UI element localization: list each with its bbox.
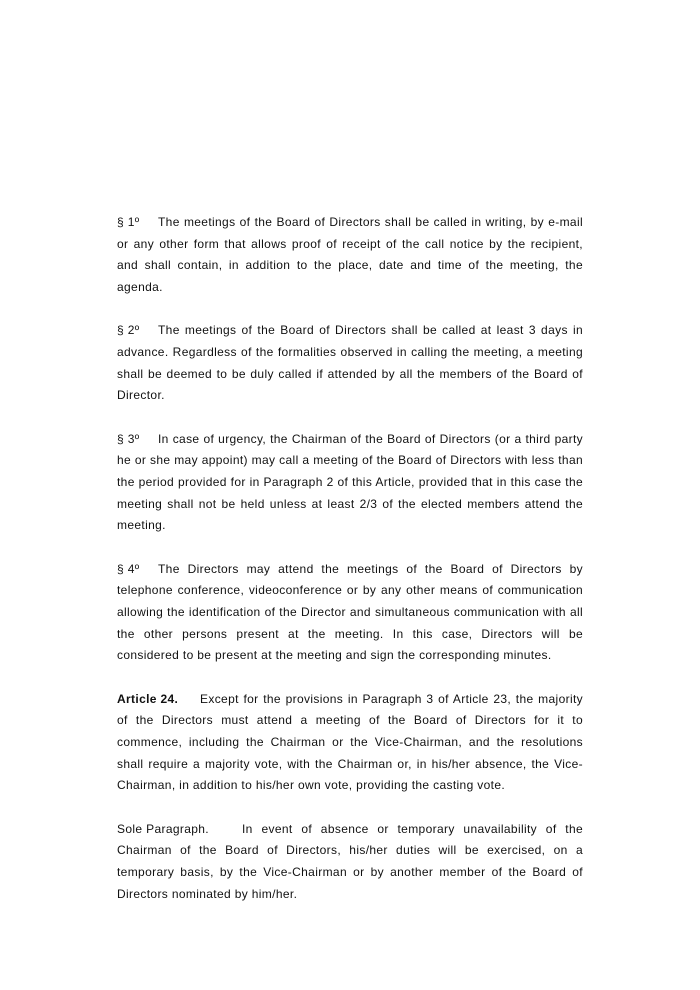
paragraph-1-text: The meetings of the Board of Directors shall be called in writing, by e-mail or any other form that allows proof of receipt of the call notice by the recipient, and shall contain, in addition to the place, date and time of the meeting, the agenda. xyxy=(117,215,583,295)
article-24-text: Except for the provisions in Paragraph 3 of Article 23, the majority of the Directors must attend a meeting of the Board of Directors for it to commence, including the Chairman or the Vice-Chairman, and the resolutions shall require a majority vote, with the Chairman or, in his/her absence, the Vice-Chairman, in addition to his/her own vote, providing the casting vote. xyxy=(117,691,583,793)
paragraph-4 xyxy=(117,559,583,668)
paragraph-2 xyxy=(117,320,583,407)
article-24 xyxy=(117,689,583,798)
sole-paragraph-text: In event of absence or temporary unavailability of the Chairman of the Board of Directors, his/her duties will be exercised, on a temporary basis, by the Vice-Chairman or by another member of the Board of Directors nominated by him/her. xyxy=(117,821,583,901)
paragraph-3-marker: § 3º xyxy=(117,431,140,446)
paragraph-4-text: The Directors may attend the meetings of the Board of Directors by telephone conference, videoconference or by any other means of communication allowing the identification of the Director and simultaneous communication with all the other persons present at the meeting. In this case, Directors will be considered to be present at the meeting and sign the corresponding minutes. xyxy=(117,561,583,663)
document-page xyxy=(117,212,583,927)
paragraph-2-marker: § 2º xyxy=(117,323,140,338)
paragraph-1-marker: § 1º xyxy=(117,215,140,229)
paragraph-3 xyxy=(117,429,583,538)
sole-paragraph-heading: Sole Paragraph. xyxy=(117,821,209,836)
paragraph-2-text: The meetings of the Board of Directors shall be called at least 3 days in advance. Regardless of the formalities observed in calling the meeting, a meeting shall be deemed to be duly called if attended by all the members of the Board of Director. xyxy=(117,323,583,403)
article-24-heading: Article 24. xyxy=(117,691,179,706)
paragraph-1 xyxy=(117,212,583,299)
paragraph-3-text: In case of urgency, the Chairman of the Board of Directors (or a third party he or she may appoint) may call a meeting of the Board of Directors with less than the period provided for in Paragraph 2 of this Article, provided that in this case the meeting shall not be held unless at least 2/3 of the elected members attend the meeting. xyxy=(117,431,583,533)
sole-paragraph xyxy=(117,819,583,906)
paragraph-4-marker: § 4º xyxy=(117,561,140,576)
